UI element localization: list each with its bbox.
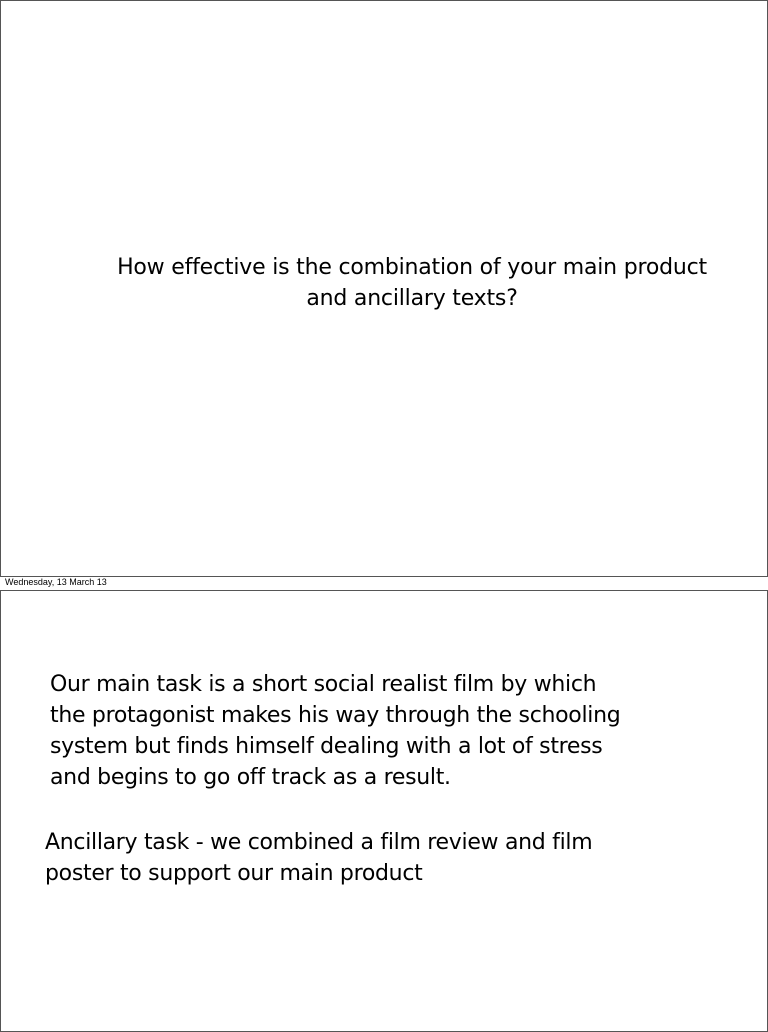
ancillary-task-paragraph [45,827,645,889]
slide-2 [0,590,768,1032]
slide-date-footer: Wednesday, 13 March 13 [5,577,107,587]
ancillary-task-line: Ancillary task - we combined a film review and film [45,830,593,855]
title-line: and ancillary texts? [306,286,518,311]
ancillary-task-line: poster to support our main product [45,861,423,886]
main-task-line: system but finds himself dealing with a lot of stress [50,734,603,759]
slide-title [106,252,718,314]
main-task-line: Our main task is a short social realist film by which [50,672,597,697]
main-task-line: the protagonist makes his way through the schooling [50,703,621,728]
main-task-line: and begins to go off track as a result. [50,765,451,790]
main-task-paragraph [50,669,650,793]
title-line: How effective is the combination of your main product [117,255,707,280]
